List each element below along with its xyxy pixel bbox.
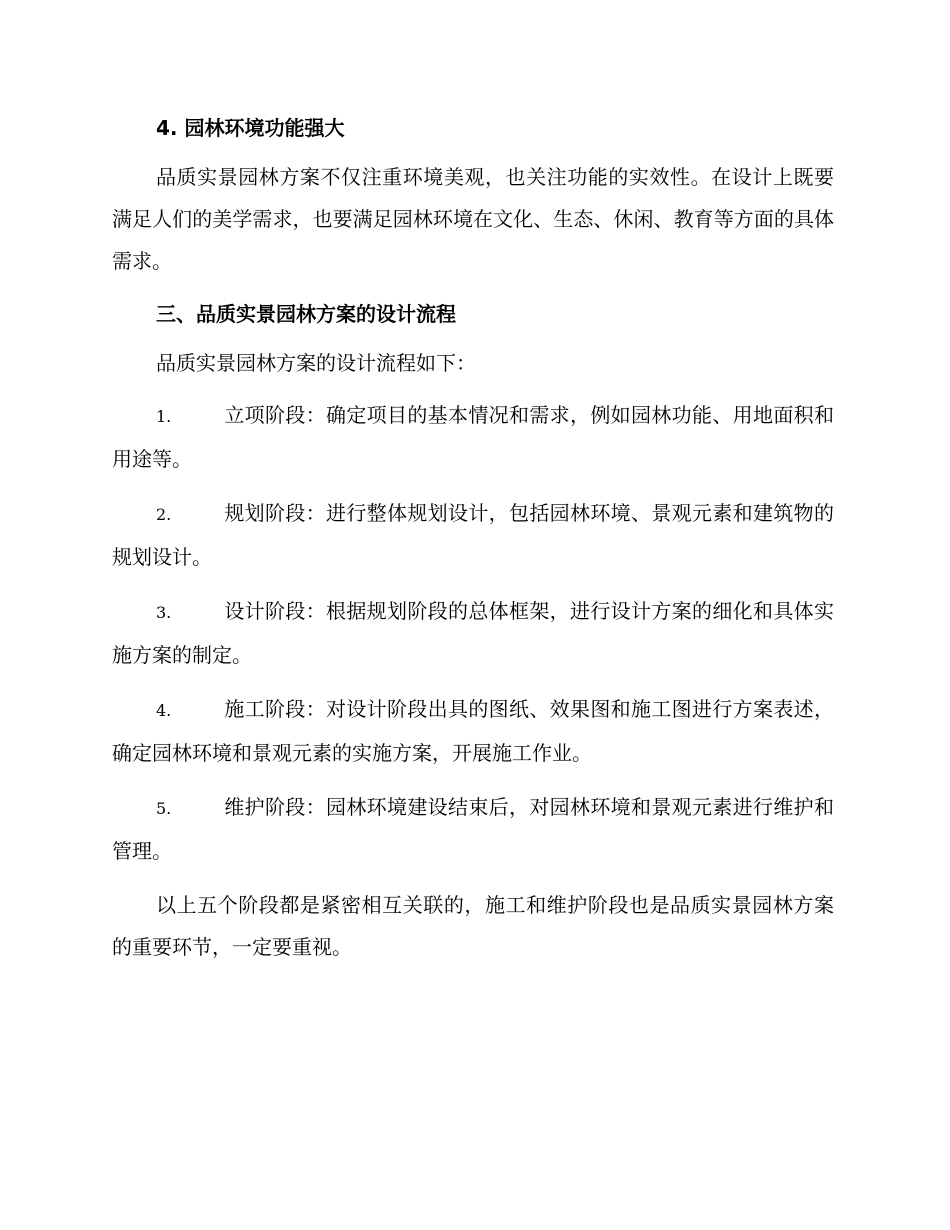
- list-item-step-4: [112, 688, 834, 774]
- list-item-step-2: [112, 492, 834, 578]
- list-item-number: 4.: [156, 701, 172, 720]
- list-item-text: 设计阶段：根据规划阶段的总体框架，进行设计方案的细化和具体实施方案的制定。: [112, 599, 834, 667]
- list-item-step-3: [112, 590, 834, 676]
- list-item-text: 维护阶段：园林环境建设结束后，对园林环境和景观元素进行维护和管理。: [112, 795, 834, 863]
- list-item-number: 3.: [156, 603, 172, 622]
- list-item-text: 施工阶段：对设计阶段出具的图纸、效果图和施工图进行方案表述，确定园林环境和景观元素的实施方案，开展施工作业。: [112, 697, 834, 765]
- document-body: [112, 108, 834, 980]
- paragraph-process-intro: 品质实景园林方案的设计流程如下：: [156, 351, 476, 375]
- list-item-text: 规划阶段：进行整体规划设计，包括园林环境、景观元素和建筑物的规划设计。: [112, 501, 834, 569]
- list-item-number: 2.: [156, 505, 172, 524]
- section-heading-design-process: 三、品质实景园林方案的设计流程: [156, 302, 456, 326]
- paragraph-garden-function: 品质实景园林方案不仅注重环境美观，也关注功能的实效性。在设计上既要满足人们的美学需求，也要满足园林环境在文化、生态、休闲、教育等方面的具体需求。: [112, 165, 834, 273]
- list-item-text: 立项阶段：确定项目的基本情况和需求，例如园林功能、用地面积和用途等。: [112, 403, 834, 471]
- section-heading-garden-function: 4. 园林环境功能强大: [156, 116, 345, 140]
- list-item-number: 5.: [156, 799, 172, 818]
- list-item-step-5: [112, 786, 834, 872]
- paragraph-conclusion: 以上五个阶段都是紧密相互关联的，施工和维护阶段也是品质实景园林方案的重要环节，一定要重视。: [112, 893, 834, 959]
- list-item-step-1: [112, 394, 834, 480]
- list-item-number: 1.: [156, 407, 172, 426]
